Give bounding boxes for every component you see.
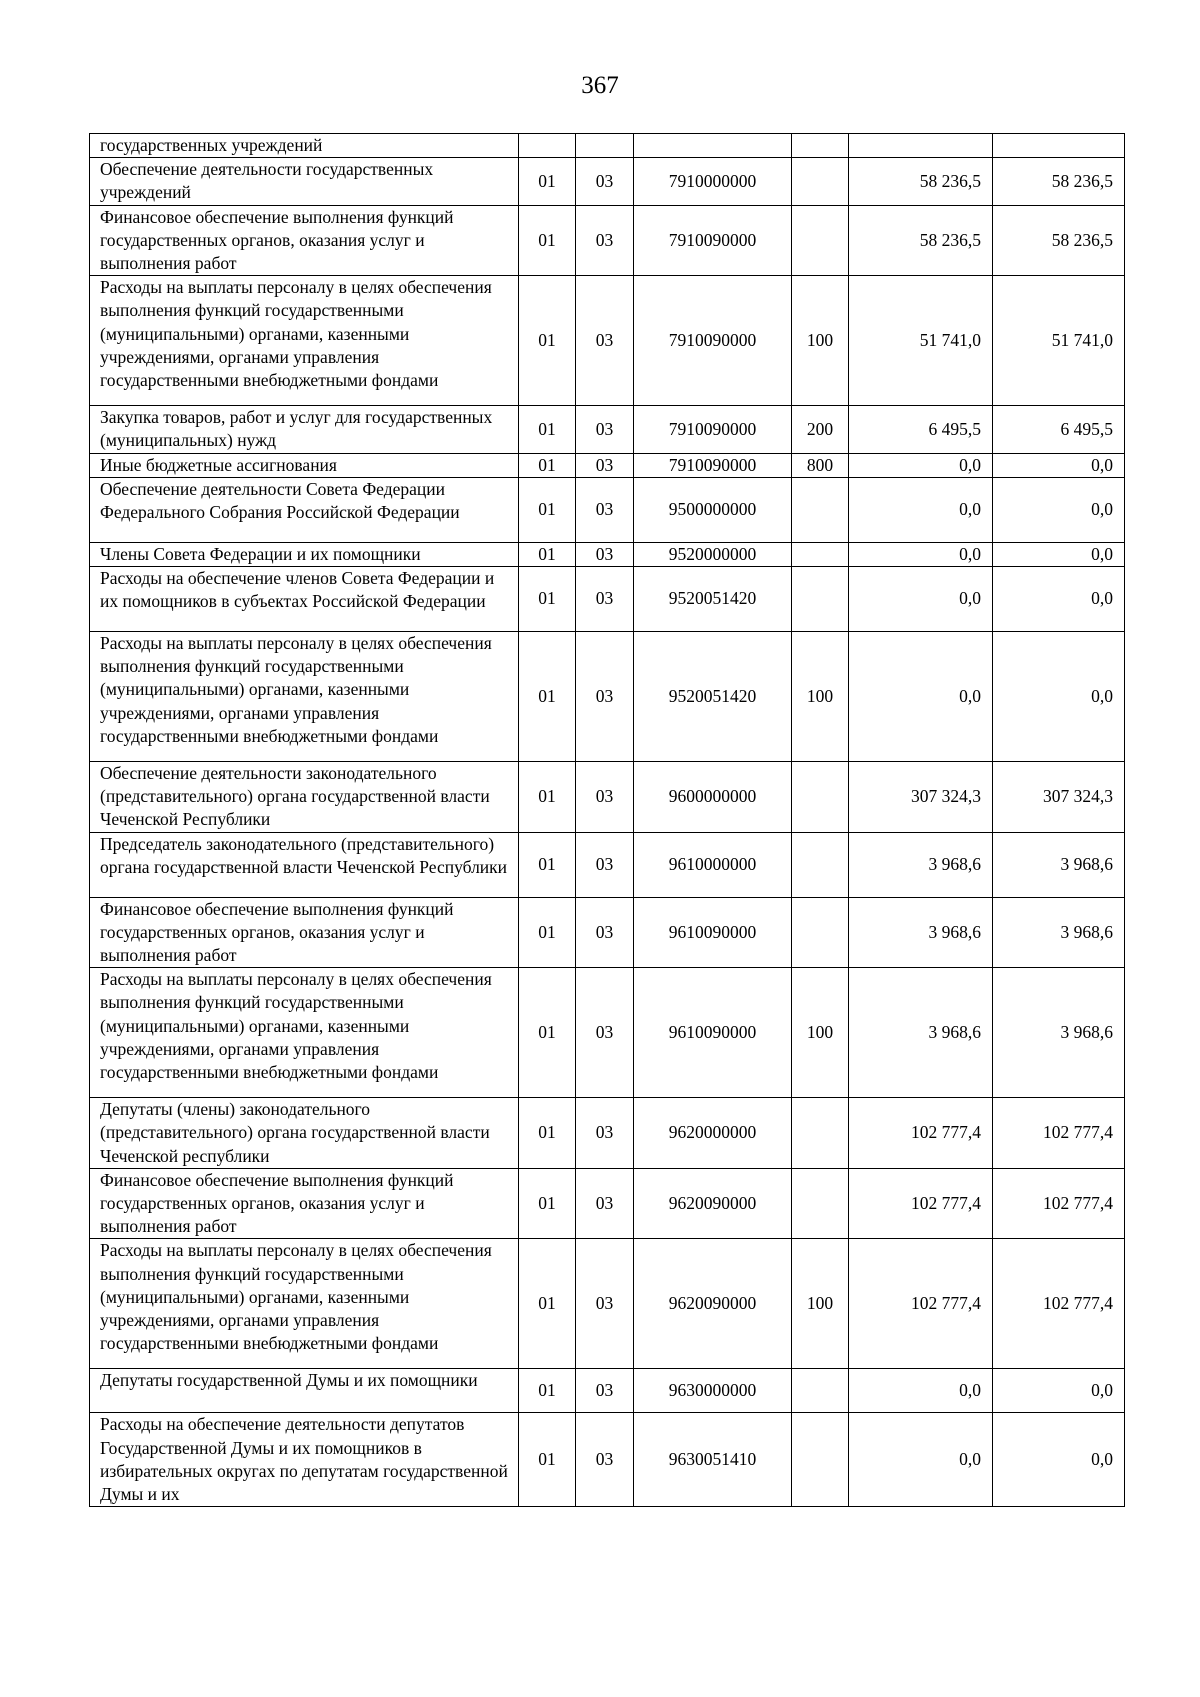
row-target-article-cell: 9520051420 xyxy=(634,567,792,632)
table-row xyxy=(90,134,1125,158)
row-amount-1-cell: 102 777,4 xyxy=(849,1168,993,1239)
row-expense-type-cell xyxy=(792,477,849,542)
row-amount-1-cell: 0,0 xyxy=(849,1413,993,1507)
row-expense-type-cell: 100 xyxy=(792,1239,849,1369)
row-name-cell: Расходы на выплаты персоналу в целях обеспечения выполнения функций государственными (муниципальными) органами, казенными учреждениями, органами управления государственными внебюджетными фондами xyxy=(90,632,519,762)
row-target-article-cell: 9620000000 xyxy=(634,1098,792,1169)
row-section-cell: 01 xyxy=(519,205,576,276)
row-target-article-cell: 9630051410 xyxy=(634,1413,792,1507)
row-amount-1-cell: 0,0 xyxy=(849,453,993,477)
row-target-article-cell: 7910090000 xyxy=(634,205,792,276)
row-amount-1-cell: 0,0 xyxy=(849,477,993,542)
row-name-cell: Финансовое обеспечение выполнения функций государственных органов, оказания услуг и выполнения работ xyxy=(90,897,519,968)
table-row xyxy=(90,1369,1125,1413)
row-expense-type-cell xyxy=(792,1413,849,1507)
row-expense-type-cell xyxy=(792,762,849,833)
row-subsection-cell: 03 xyxy=(576,276,634,406)
row-target-article-cell: 9610000000 xyxy=(634,832,792,897)
row-amount-2-cell: 3 968,6 xyxy=(993,897,1125,968)
row-name-cell: Члены Совета Федерации и их помощники xyxy=(90,542,519,566)
row-target-article-cell: 7910090000 xyxy=(634,406,792,453)
row-target-article-cell: 9520000000 xyxy=(634,542,792,566)
row-name-cell: Обеспечение деятельности Совета Федерации Федерального Собрания Российской Федерации xyxy=(90,477,519,542)
row-section-cell: 01 xyxy=(519,276,576,406)
row-subsection-cell: 03 xyxy=(576,1168,634,1239)
row-amount-1-cell: 3 968,6 xyxy=(849,968,993,1098)
row-target-article-cell: 7910000000 xyxy=(634,158,792,205)
row-amount-2-cell: 58 236,5 xyxy=(993,158,1125,205)
row-amount-2-cell: 0,0 xyxy=(993,542,1125,566)
row-amount-2-cell: 0,0 xyxy=(993,1413,1125,1507)
row-section-cell: 01 xyxy=(519,477,576,542)
row-amount-1-cell: 58 236,5 xyxy=(849,158,993,205)
row-amount-2-cell: 0,0 xyxy=(993,477,1125,542)
row-subsection-cell: 03 xyxy=(576,632,634,762)
row-target-article-cell: 9620090000 xyxy=(634,1239,792,1369)
row-name-cell: Финансовое обеспечение выполнения функций государственных органов, оказания услуг и выполнения работ xyxy=(90,205,519,276)
row-name-cell: Обеспечение деятельности законодательного (представительного) органа государственной власти Чеченской Республики xyxy=(90,762,519,833)
row-subsection-cell: 03 xyxy=(576,832,634,897)
table-row xyxy=(90,542,1125,566)
row-name-cell: государственных учреждений xyxy=(90,134,519,158)
row-expense-type-cell: 100 xyxy=(792,632,849,762)
row-amount-2-cell: 102 777,4 xyxy=(993,1098,1125,1169)
row-amount-2-cell: 102 777,4 xyxy=(993,1168,1125,1239)
row-subsection-cell: 03 xyxy=(576,897,634,968)
table-row xyxy=(90,205,1125,276)
table-row xyxy=(90,1168,1125,1239)
row-expense-type-cell xyxy=(792,1168,849,1239)
row-subsection-cell: 03 xyxy=(576,477,634,542)
row-name-cell: Финансовое обеспечение выполнения функций государственных органов, оказания услуг и выполнения работ xyxy=(90,1168,519,1239)
row-target-article-cell: 9520051420 xyxy=(634,632,792,762)
row-amount-2-cell xyxy=(993,134,1125,158)
page-number: 367 xyxy=(581,72,619,99)
row-section-cell: 01 xyxy=(519,897,576,968)
row-expense-type-cell: 200 xyxy=(792,406,849,453)
row-target-article-cell: 7910090000 xyxy=(634,276,792,406)
row-subsection-cell: 03 xyxy=(576,542,634,566)
row-section-cell: 01 xyxy=(519,1369,576,1413)
row-expense-type-cell xyxy=(792,1369,849,1413)
row-name-cell: Расходы на обеспечение деятельности депутатов Государственной Думы и их помощников в избирательных округах по депутатам государственной Думы и их xyxy=(90,1413,519,1507)
row-expense-type-cell xyxy=(792,134,849,158)
budget-table-body xyxy=(90,134,1125,1507)
row-target-article-cell: 9600000000 xyxy=(634,762,792,833)
row-target-article-cell: 9500000000 xyxy=(634,477,792,542)
row-section-cell: 01 xyxy=(519,762,576,833)
row-expense-type-cell xyxy=(792,542,849,566)
budget-table xyxy=(89,133,1125,1507)
row-amount-1-cell: 102 777,4 xyxy=(849,1098,993,1169)
row-expense-type-cell xyxy=(792,567,849,632)
row-amount-2-cell: 0,0 xyxy=(993,453,1125,477)
row-name-cell: Расходы на выплаты персоналу в целях обеспечения выполнения функций государственными (муниципальными) органами, казенными учреждениями, органами управления государственными внебюджетными фондами xyxy=(90,1239,519,1369)
row-amount-1-cell: 102 777,4 xyxy=(849,1239,993,1369)
row-amount-1-cell: 3 968,6 xyxy=(849,832,993,897)
row-subsection-cell: 03 xyxy=(576,1239,634,1369)
row-name-cell: Председатель законодательного (представительного) органа государственной власти Чеченской Республики xyxy=(90,832,519,897)
row-target-article-cell: 9620090000 xyxy=(634,1168,792,1239)
row-amount-2-cell: 307 324,3 xyxy=(993,762,1125,833)
row-amount-2-cell: 0,0 xyxy=(993,567,1125,632)
row-amount-1-cell: 307 324,3 xyxy=(849,762,993,833)
table-row xyxy=(90,762,1125,833)
table-row xyxy=(90,276,1125,406)
table-row xyxy=(90,406,1125,453)
row-name-cell: Иные бюджетные ассигнования xyxy=(90,453,519,477)
row-amount-1-cell: 0,0 xyxy=(849,1369,993,1413)
row-amount-2-cell: 3 968,6 xyxy=(993,832,1125,897)
row-expense-type-cell xyxy=(792,897,849,968)
table-row xyxy=(90,897,1125,968)
row-subsection-cell: 03 xyxy=(576,1369,634,1413)
row-subsection-cell: 03 xyxy=(576,406,634,453)
row-subsection-cell: 03 xyxy=(576,567,634,632)
table-row xyxy=(90,453,1125,477)
row-amount-2-cell: 51 741,0 xyxy=(993,276,1125,406)
row-name-cell: Обеспечение деятельности государственных учреждений xyxy=(90,158,519,205)
table-row xyxy=(90,632,1125,762)
row-subsection-cell: 03 xyxy=(576,1098,634,1169)
table-row xyxy=(90,1239,1125,1369)
row-expense-type-cell: 100 xyxy=(792,968,849,1098)
row-amount-2-cell: 58 236,5 xyxy=(993,205,1125,276)
row-section-cell: 01 xyxy=(519,542,576,566)
row-target-article-cell: 9610090000 xyxy=(634,968,792,1098)
row-expense-type-cell xyxy=(792,832,849,897)
row-amount-2-cell: 0,0 xyxy=(993,632,1125,762)
table-row xyxy=(90,477,1125,542)
table-row xyxy=(90,968,1125,1098)
row-amount-1-cell: 0,0 xyxy=(849,542,993,566)
table-row xyxy=(90,1413,1125,1507)
row-name-cell: Расходы на выплаты персоналу в целях обеспечения выполнения функций государственными (муниципальными) органами, казенными учреждениями, органами управления государственными внебюджетными фондами xyxy=(90,968,519,1098)
row-section-cell xyxy=(519,134,576,158)
row-section-cell: 01 xyxy=(519,968,576,1098)
row-section-cell: 01 xyxy=(519,632,576,762)
row-amount-2-cell: 3 968,6 xyxy=(993,968,1125,1098)
row-subsection-cell xyxy=(576,134,634,158)
row-target-article-cell: 9610090000 xyxy=(634,897,792,968)
row-expense-type-cell xyxy=(792,158,849,205)
table-row xyxy=(90,832,1125,897)
row-amount-1-cell xyxy=(849,134,993,158)
row-amount-2-cell: 6 495,5 xyxy=(993,406,1125,453)
row-section-cell: 01 xyxy=(519,1098,576,1169)
row-section-cell: 01 xyxy=(519,832,576,897)
row-target-article-cell xyxy=(634,134,792,158)
row-name-cell: Депутаты (члены) законодательного (представительного) органа государственной власти Чеченской республики xyxy=(90,1098,519,1169)
table-row xyxy=(90,567,1125,632)
row-name-cell: Расходы на выплаты персоналу в целях обеспечения выполнения функций государственными (муниципальными) органами, казенными учреждениями, органами управления государственными внебюджетными фондами xyxy=(90,276,519,406)
row-section-cell: 01 xyxy=(519,158,576,205)
table-row xyxy=(90,1098,1125,1169)
row-amount-1-cell: 0,0 xyxy=(849,567,993,632)
row-subsection-cell: 03 xyxy=(576,1413,634,1507)
row-name-cell: Расходы на обеспечение членов Совета Федерации и их помощников в субъектах Российской Федерации xyxy=(90,567,519,632)
row-amount-1-cell: 51 741,0 xyxy=(849,276,993,406)
row-subsection-cell: 03 xyxy=(576,968,634,1098)
row-name-cell: Депутаты государственной Думы и их помощники xyxy=(90,1369,519,1413)
row-expense-type-cell: 100 xyxy=(792,276,849,406)
row-section-cell: 01 xyxy=(519,567,576,632)
row-expense-type-cell: 800 xyxy=(792,453,849,477)
row-subsection-cell: 03 xyxy=(576,762,634,833)
row-amount-2-cell: 0,0 xyxy=(993,1369,1125,1413)
row-amount-1-cell: 58 236,5 xyxy=(849,205,993,276)
row-target-article-cell: 7910090000 xyxy=(634,453,792,477)
row-expense-type-cell xyxy=(792,1098,849,1169)
row-section-cell: 01 xyxy=(519,406,576,453)
table-row xyxy=(90,158,1125,205)
row-section-cell: 01 xyxy=(519,453,576,477)
row-section-cell: 01 xyxy=(519,1413,576,1507)
row-subsection-cell: 03 xyxy=(576,158,634,205)
row-amount-1-cell: 6 495,5 xyxy=(849,406,993,453)
row-expense-type-cell xyxy=(792,205,849,276)
row-target-article-cell: 9630000000 xyxy=(634,1369,792,1413)
row-name-cell: Закупка товаров, работ и услуг для государственных (муниципальных) нужд xyxy=(90,406,519,453)
row-subsection-cell: 03 xyxy=(576,205,634,276)
row-section-cell: 01 xyxy=(519,1239,576,1369)
row-section-cell: 01 xyxy=(519,1168,576,1239)
row-subsection-cell: 03 xyxy=(576,453,634,477)
row-amount-1-cell: 3 968,6 xyxy=(849,897,993,968)
row-amount-2-cell: 102 777,4 xyxy=(993,1239,1125,1369)
row-amount-1-cell: 0,0 xyxy=(849,632,993,762)
